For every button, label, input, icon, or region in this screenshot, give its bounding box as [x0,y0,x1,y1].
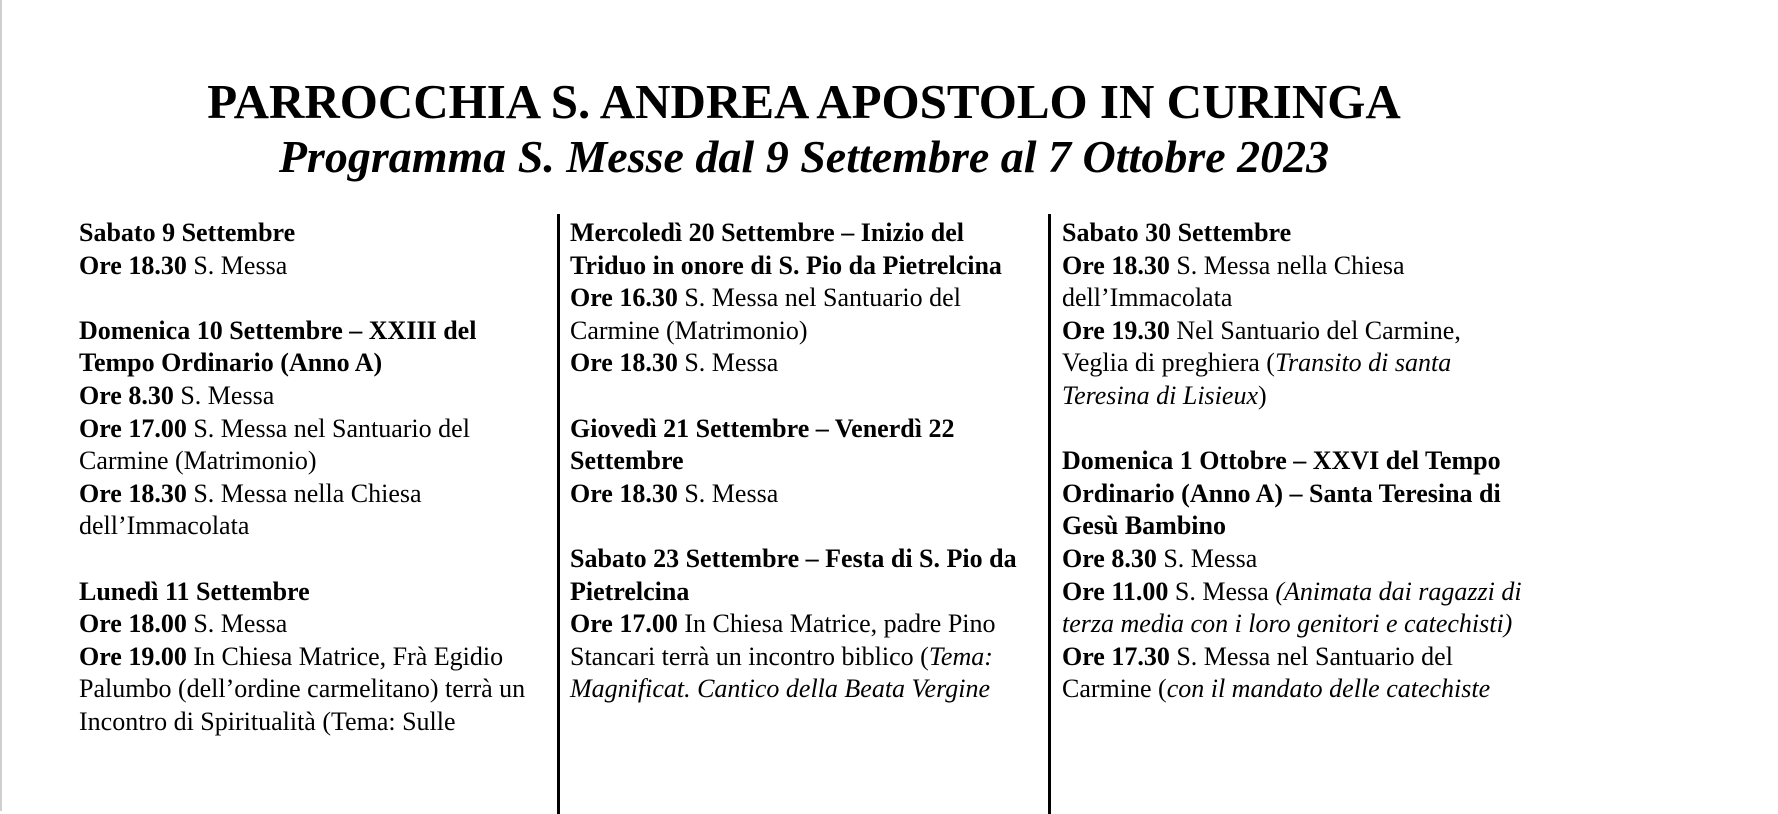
mass-time: Ore 16.30 [570,283,678,313]
schedule-column-2 [570,217,1038,739]
mass-time: Ore 17.00 [570,609,678,639]
mass-item [79,478,547,543]
mass-note: (Animata dai ragazzi di terza media con i loro genitori e catechisti) [1062,576,1522,639]
mass-description: S. Messa nel Santuario del Carmine ( [1062,641,1453,704]
mass-description: S. Messa [1168,576,1276,606]
mass-item [570,478,1038,511]
mass-time: Ore 19.00 [79,641,187,671]
schedule-entry [79,315,547,543]
mass-item [79,380,547,413]
mass-time: Ore 8.30 [1062,543,1157,573]
mass-item [1062,250,1530,315]
schedule-entry [1062,445,1530,706]
page-title: PARROCCHIA S. ANDREA APOSTOLO IN CURINGA [207,74,1401,129]
mass-description: S. Messa [186,609,288,639]
mass-item [79,641,547,739]
mass-item [79,608,547,641]
entry-heading: Sabato 30 Settembre [1062,218,1292,247]
mass-item [1062,641,1530,706]
schedule-column-1 [79,217,547,771]
mass-description: S. Messa [186,250,288,280]
mass-item [570,608,1038,706]
mass-time: Ore 18.30 [570,348,678,378]
entry-heading: Domenica 1 Ottobre – XXVI del Tempo Ordinario (Anno A) – Santa Teresina di Gesù Bambino [1062,446,1501,541]
mass-time: Ore 18.30 [79,478,187,508]
mass-note-close: ) [1257,380,1267,410]
mass-time: Ore 17.30 [1062,641,1170,671]
mass-time: Ore 18.30 [570,478,678,508]
mass-note: Transito di santa Teresina di Lisieux [1062,348,1452,410]
mass-item [1062,576,1530,641]
mass-description: Nel Santuario del Carmine, Veglia di preghiera ( [1062,315,1461,378]
mass-description: S. Messa [173,380,275,410]
mass-description: S. Messa nel Santuario del Carmine (Matrimonio) [570,283,961,345]
mass-item [79,250,547,283]
mass-description: In Chiesa Matrice, padre Pino Stancari terrà un incontro biblico ( [570,609,996,671]
mass-description: S. Messa [1156,543,1258,573]
mass-time: Ore 19.30 [1062,315,1170,345]
mass-item [570,282,1038,347]
entry-heading: Giovedì 21 Settembre – Venerdì 22 Settembre [570,413,955,476]
schedule-entry [79,576,547,739]
mass-description: S. Messa nella Chiesa dell’Immacolata [79,478,422,541]
mass-item [79,413,547,478]
mass-description: S. Messa [677,348,779,378]
column-divider [557,214,560,814]
mass-time: Ore 18.30 [1062,250,1170,280]
schedule-entry [570,413,1038,511]
schedule-entry [570,543,1038,706]
schedule-entry [79,217,547,282]
mass-time: Ore 18.30 [79,250,187,280]
mass-time: Ore 17.00 [79,413,187,443]
mass-note: con il mandato delle catechiste [1166,674,1491,704]
schedule-column-3 [1062,217,1530,739]
page-subtitle: Programma S. Messe dal 9 Settembre al 7 Ottobre 2023 [278,131,1330,182]
entry-heading: Sabato 23 Settembre – Festa di S. Pio da Pietrelcina [570,543,1017,606]
entry-heading: Domenica 10 Settembre – XXIII del Tempo Ordinario (Anno A) [79,315,477,378]
entry-heading: Sabato 9 Settembre [79,218,296,247]
mass-time: Ore 18.00 [79,609,187,639]
schedule-entry [1062,217,1530,413]
mass-note: Tema: Magnificat. Cantico della Beata Vergine [570,641,993,704]
mass-item [1062,315,1530,413]
schedule-entry [570,217,1038,380]
entry-heading: Mercoledì 20 Settembre – Inizio del Triduo in onore di S. Pio da Pietrelcina [570,218,1002,280]
mass-time: Ore 8.30 [79,380,174,410]
mass-description: S. Messa [677,478,779,508]
mass-item [570,347,1038,380]
mass-description: In Chiesa Matrice, Frà Egidio Palumbo (dell’ordine carmelitano) terrà un Incontro di Spiritualità (Tema: Sulle [79,641,526,736]
entry-heading: Lunedì 11 Settembre [79,576,310,606]
column-divider [1048,214,1051,814]
mass-time: Ore 11.00 [1062,576,1169,606]
mass-description: S. Messa nella Chiesa dell’Immacolata [1062,250,1405,313]
mass-description: S. Messa nel Santuario del Carmine (Matrimonio) [79,413,470,476]
mass-item [1062,543,1530,576]
